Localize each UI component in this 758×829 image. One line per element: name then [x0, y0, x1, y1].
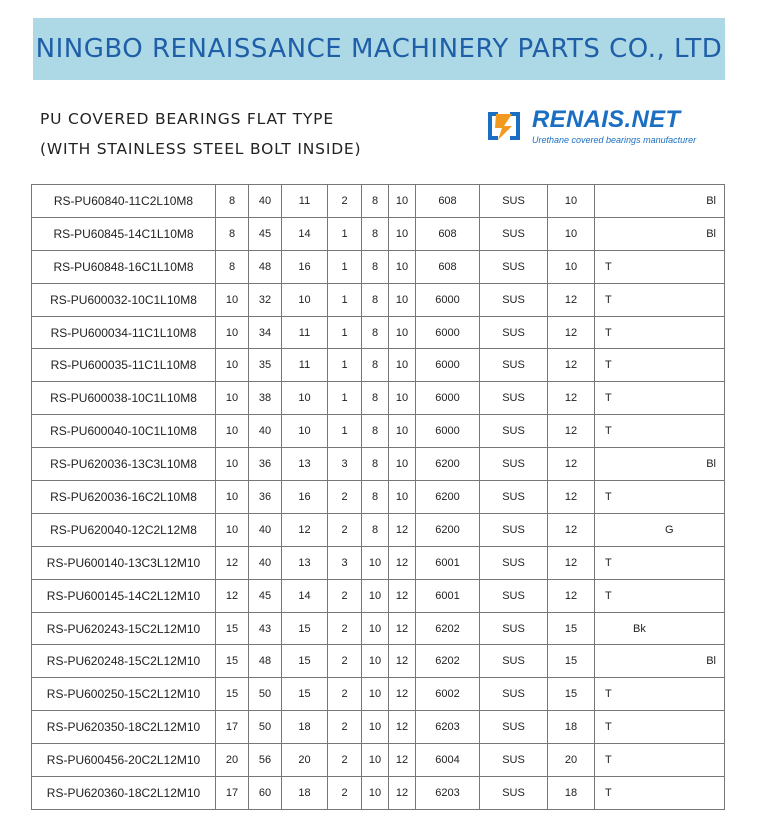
spec-cell: 10: [548, 250, 595, 283]
model-cell: RS-PU60840-11C2L10M8: [32, 185, 216, 218]
spec-cell: 45: [249, 217, 282, 250]
spec-cell: 15: [282, 612, 328, 645]
table-row: [32, 349, 725, 382]
spec-cell: 50: [249, 678, 282, 711]
spec-cell: 1: [328, 349, 362, 382]
color-cell: T: [595, 349, 725, 382]
spec-cell: 40: [249, 415, 282, 448]
spec-cell: 6200: [416, 481, 480, 514]
spec-cell: 2: [328, 579, 362, 612]
spec-cell: 10: [362, 711, 389, 744]
table-row: [32, 316, 725, 349]
spec-cell: 14: [282, 579, 328, 612]
spec-cell: 6002: [416, 678, 480, 711]
color-cell: T: [595, 415, 725, 448]
spec-cell: SUS: [480, 382, 548, 415]
model-cell: RS-PU60848-16C1L10M8: [32, 250, 216, 283]
spec-cell: 10: [389, 349, 416, 382]
spec-cell: 16: [282, 250, 328, 283]
spec-cell: 12: [389, 744, 416, 777]
spec-cell: 10: [362, 744, 389, 777]
spec-cell: 2: [328, 513, 362, 546]
logo-wordmark: RENAIS.NET: [532, 106, 681, 133]
table-row: [32, 678, 725, 711]
model-cell: RS-PU600034-11C1L10M8: [32, 316, 216, 349]
spec-cell: 10: [282, 382, 328, 415]
table-row: [32, 744, 725, 777]
spec-cell: SUS: [480, 645, 548, 678]
spec-cell: 12: [389, 513, 416, 546]
table-row: [32, 546, 725, 579]
spec-cell: 1: [328, 415, 362, 448]
spec-cell: 12: [548, 448, 595, 481]
table-row: [32, 645, 725, 678]
spec-cell: 38: [249, 382, 282, 415]
spec-cell: 35: [249, 349, 282, 382]
table-row: [32, 382, 725, 415]
spec-cell: 6000: [416, 415, 480, 448]
spec-cell: 15: [548, 678, 595, 711]
spec-cell: SUS: [480, 316, 548, 349]
model-cell: RS-PU600250-15C2L12M10: [32, 678, 216, 711]
spec-cell: 11: [282, 185, 328, 218]
table-row: [32, 612, 725, 645]
table-row: [32, 217, 725, 250]
spec-cell: 6001: [416, 579, 480, 612]
spec-cell: 50: [249, 711, 282, 744]
table-row: [32, 415, 725, 448]
spec-cell: 12: [548, 513, 595, 546]
spec-cell: 10: [389, 185, 416, 218]
renais-logo: [484, 106, 714, 150]
spec-cell: 12: [389, 777, 416, 810]
spec-cell: 56: [249, 744, 282, 777]
spec-cell: 1: [328, 250, 362, 283]
spec-cell: 10: [216, 513, 249, 546]
spec-cell: 2: [328, 711, 362, 744]
spec-cell: 8: [362, 185, 389, 218]
table-row: [32, 711, 725, 744]
spec-cell: 10: [216, 448, 249, 481]
spec-cell: 12: [548, 481, 595, 514]
spec-cell: 10: [282, 415, 328, 448]
spec-cell: 10: [389, 217, 416, 250]
spec-cell: SUS: [480, 612, 548, 645]
spec-cell: SUS: [480, 744, 548, 777]
spec-cell: 18: [548, 711, 595, 744]
spec-cell: 2: [328, 678, 362, 711]
spec-cell: 32: [249, 283, 282, 316]
spec-cell: 8: [362, 481, 389, 514]
model-cell: RS-PU600145-14C2L12M10: [32, 579, 216, 612]
spec-cell: 12: [389, 711, 416, 744]
spec-cell: 10: [362, 579, 389, 612]
spec-cell: 16: [282, 481, 328, 514]
spec-cell: 40: [249, 546, 282, 579]
spec-cell: 3: [328, 448, 362, 481]
spec-cell: 10: [216, 316, 249, 349]
spec-cell: 43: [249, 612, 282, 645]
spec-cell: 18: [282, 711, 328, 744]
model-cell: RS-PU620040-12C2L12M8: [32, 513, 216, 546]
spec-cell: 12: [548, 546, 595, 579]
spec-cell: SUS: [480, 678, 548, 711]
spec-cell: 18: [282, 777, 328, 810]
spec-cell: 10: [389, 415, 416, 448]
model-cell: RS-PU600035-11C1L10M8: [32, 349, 216, 382]
table-row: [32, 283, 725, 316]
spec-cell: 10: [362, 678, 389, 711]
color-cell: T: [595, 481, 725, 514]
spec-cell: 6203: [416, 777, 480, 810]
spec-cell: 12: [389, 612, 416, 645]
spec-cell: 6000: [416, 316, 480, 349]
spec-cell: 8: [362, 250, 389, 283]
spec-cell: 12: [548, 415, 595, 448]
spec-cell: 10: [362, 546, 389, 579]
spec-cell: 6200: [416, 513, 480, 546]
spec-cell: 608: [416, 250, 480, 283]
spec-cell: 2: [328, 777, 362, 810]
spec-cell: 10: [216, 481, 249, 514]
spec-cell: 10: [216, 382, 249, 415]
spec-cell: 6203: [416, 711, 480, 744]
spec-cell: 12: [548, 579, 595, 612]
color-cell: Bl: [595, 185, 725, 218]
spec-cell: 6202: [416, 645, 480, 678]
spec-cell: 48: [249, 645, 282, 678]
spec-cell: 8: [216, 185, 249, 218]
spec-cell: 8: [362, 283, 389, 316]
spec-cell: 10: [389, 283, 416, 316]
spec-cell: 1: [328, 217, 362, 250]
spec-cell: SUS: [480, 481, 548, 514]
model-cell: RS-PU620360-18C2L12M10: [32, 777, 216, 810]
spec-cell: 8: [216, 250, 249, 283]
spec-cell: 10: [216, 349, 249, 382]
model-cell: RS-PU600040-10C1L10M8: [32, 415, 216, 448]
spec-cell: 12: [548, 283, 595, 316]
spec-cell: 10: [362, 612, 389, 645]
table-row: [32, 513, 725, 546]
color-cell: T: [595, 678, 725, 711]
spec-cell: 6202: [416, 612, 480, 645]
spec-cell: 2: [328, 645, 362, 678]
spec-cell: 60: [249, 777, 282, 810]
product-title: PU COVERED BEARINGS FLAT TYPE: [40, 110, 334, 128]
spec-cell: SUS: [480, 448, 548, 481]
spec-cell: 12: [389, 645, 416, 678]
spec-cell: 12: [282, 513, 328, 546]
spec-cell: 14: [282, 217, 328, 250]
spec-cell: 15: [282, 645, 328, 678]
bearing-spec-table: [31, 184, 725, 810]
color-cell: T: [595, 579, 725, 612]
spec-cell: 2: [328, 185, 362, 218]
spec-cell: 12: [389, 546, 416, 579]
spec-cell: 15: [216, 678, 249, 711]
spec-cell: 11: [282, 316, 328, 349]
spec-cell: 17: [216, 711, 249, 744]
spec-cell: 10: [362, 645, 389, 678]
spec-cell: 6000: [416, 382, 480, 415]
spec-cell: 10: [548, 185, 595, 218]
color-cell: Bl: [595, 448, 725, 481]
spec-cell: 1: [328, 316, 362, 349]
spec-cell: 8: [362, 448, 389, 481]
spec-cell: 8: [362, 217, 389, 250]
color-cell: T: [595, 777, 725, 810]
model-cell: RS-PU620248-15C2L12M10: [32, 645, 216, 678]
spec-cell: SUS: [480, 711, 548, 744]
spec-cell: 12: [216, 546, 249, 579]
spec-cell: 2: [328, 481, 362, 514]
spec-cell: 40: [249, 185, 282, 218]
model-cell: RS-PU600038-10C1L10M8: [32, 382, 216, 415]
spec-cell: 45: [249, 579, 282, 612]
table-row: [32, 481, 725, 514]
spec-cell: 48: [249, 250, 282, 283]
model-cell: RS-PU620350-18C2L12M10: [32, 711, 216, 744]
spec-cell: 13: [282, 448, 328, 481]
spec-cell: 3: [328, 546, 362, 579]
spec-cell: 6200: [416, 448, 480, 481]
spec-cell: 608: [416, 185, 480, 218]
table-row: [32, 185, 725, 218]
spec-cell: 18: [548, 777, 595, 810]
model-cell: RS-PU60845-14C1L10M8: [32, 217, 216, 250]
table-row: [32, 579, 725, 612]
product-subtitle: (WITH STAINLESS STEEL BOLT INSIDE): [40, 140, 362, 158]
spec-cell: 12: [548, 349, 595, 382]
spec-cell: 10: [389, 448, 416, 481]
spec-cell: 10: [389, 250, 416, 283]
spec-cell: 10: [282, 283, 328, 316]
spec-cell: 8: [362, 513, 389, 546]
spec-cell: SUS: [480, 579, 548, 612]
color-cell: Bl: [595, 217, 725, 250]
spec-cell: 20: [282, 744, 328, 777]
model-cell: RS-PU620243-15C2L12M10: [32, 612, 216, 645]
spec-cell: 20: [548, 744, 595, 777]
spec-cell: 6000: [416, 349, 480, 382]
model-cell: RS-PU600140-13C3L12M10: [32, 546, 216, 579]
spec-cell: 2: [328, 612, 362, 645]
spec-cell: 12: [216, 579, 249, 612]
spec-cell: 20: [216, 744, 249, 777]
table-row: [32, 448, 725, 481]
spec-cell: 10: [362, 777, 389, 810]
spec-cell: SUS: [480, 513, 548, 546]
spec-cell: 13: [282, 546, 328, 579]
spec-cell: 10: [216, 415, 249, 448]
table-row: [32, 777, 725, 810]
spec-cell: SUS: [480, 415, 548, 448]
spec-cell: 8: [362, 415, 389, 448]
spec-cell: SUS: [480, 777, 548, 810]
spec-cell: 11: [282, 349, 328, 382]
color-cell: Bk: [595, 612, 725, 645]
model-cell: RS-PU620036-16C2L10M8: [32, 481, 216, 514]
model-cell: RS-PU620036-13C3L10M8: [32, 448, 216, 481]
color-cell: G: [595, 513, 725, 546]
spec-cell: 10: [389, 316, 416, 349]
color-cell: T: [595, 283, 725, 316]
renais-logo-mark-icon: [484, 106, 524, 146]
color-cell: Bl: [595, 645, 725, 678]
spec-cell: SUS: [480, 349, 548, 382]
spec-cell: 2: [328, 744, 362, 777]
spec-cell: 12: [548, 382, 595, 415]
spec-cell: 34: [249, 316, 282, 349]
logo-tagline: Urethane covered bearings manufacturer: [532, 135, 697, 145]
spec-cell: 40: [249, 513, 282, 546]
spec-cell: 15: [216, 612, 249, 645]
spec-cell: SUS: [480, 217, 548, 250]
spec-cell: SUS: [480, 546, 548, 579]
spec-cell: 10: [216, 283, 249, 316]
spec-cell: 8: [362, 382, 389, 415]
spec-cell: 15: [216, 645, 249, 678]
spec-cell: SUS: [480, 185, 548, 218]
spec-cell: 6004: [416, 744, 480, 777]
spec-cell: 15: [548, 645, 595, 678]
spec-cell: 15: [282, 678, 328, 711]
spec-cell: 12: [389, 678, 416, 711]
spec-cell: SUS: [480, 250, 548, 283]
spec-cell: 8: [362, 349, 389, 382]
spec-cell: 10: [389, 382, 416, 415]
spec-cell: 6001: [416, 546, 480, 579]
model-cell: RS-PU600456-20C2L12M10: [32, 744, 216, 777]
spec-cell: 12: [548, 316, 595, 349]
spec-cell: 6000: [416, 283, 480, 316]
spec-cell: 10: [389, 481, 416, 514]
spec-cell: 608: [416, 217, 480, 250]
company-name: NINGBO RENAISSANCE MACHINERY PARTS CO., LTD: [35, 34, 723, 64]
spec-cell: 12: [389, 579, 416, 612]
spec-cell: 17: [216, 777, 249, 810]
spec-cell: 8: [216, 217, 249, 250]
color-cell: T: [595, 382, 725, 415]
company-banner: [33, 18, 725, 80]
color-cell: T: [595, 316, 725, 349]
spec-cell: 10: [548, 217, 595, 250]
color-cell: T: [595, 744, 725, 777]
table-row: [32, 250, 725, 283]
spec-cell: 15: [548, 612, 595, 645]
spec-cell: 8: [362, 316, 389, 349]
color-cell: T: [595, 250, 725, 283]
spec-cell: 36: [249, 448, 282, 481]
spec-cell: 1: [328, 283, 362, 316]
spec-cell: SUS: [480, 283, 548, 316]
spec-cell: 1: [328, 382, 362, 415]
color-cell: T: [595, 711, 725, 744]
spec-cell: 36: [249, 481, 282, 514]
model-cell: RS-PU600032-10C1L10M8: [32, 283, 216, 316]
color-cell: T: [595, 546, 725, 579]
